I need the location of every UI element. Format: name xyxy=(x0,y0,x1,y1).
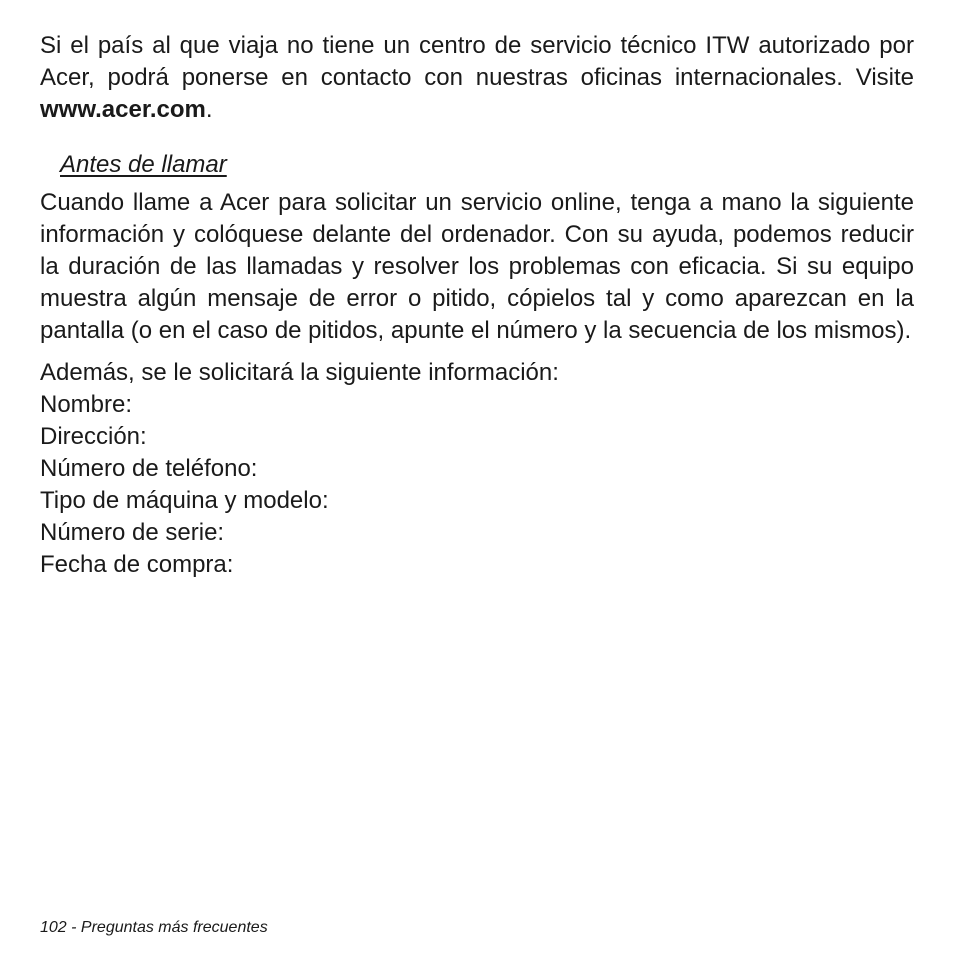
intro-text-end: . xyxy=(205,96,213,123)
call-instructions-paragraph: Cuando llame a Acer para solicitar un servicio online, tenga a mano la siguiente información y colóquese delante del ordenador. Con su ayuda, podemos reducir la duración de las llamadas y resolver los problemas con eficacia. Si su equipo muestra algún mensaje de error o pitido, cópielos tal y como aparezcan en la pantalla (o en el caso de pitidos, apunte el número y la secuencia de los mismos). xyxy=(40,189,914,344)
intro-text: Si el país al que viaja no tiene un centro de servicio técnico ITW autorizado por Acer, podrá ponerse en contacto con nuestras oficinas internacionales. Visite xyxy=(40,32,914,91)
list-item: Nombre: xyxy=(40,391,133,418)
footer-separator: - xyxy=(66,919,81,936)
list-item: Dirección: xyxy=(40,423,147,450)
list-item: Fecha de compra: xyxy=(40,551,234,578)
list-item: Tipo de máquina y modelo: xyxy=(40,487,329,514)
required-info-list xyxy=(40,357,914,581)
acer-website-link[interactable]: www.acer.com xyxy=(40,96,206,123)
page-number: 102 xyxy=(40,919,67,936)
required-info-intro: Además, se le solicitará la siguiente información: xyxy=(40,359,559,386)
section-heading: Antes de llamar xyxy=(60,151,227,178)
page-content xyxy=(40,30,914,581)
intro-paragraph xyxy=(40,30,914,126)
list-item: Número de teléfono: xyxy=(40,455,258,482)
footer-section-title: Preguntas más frecuentes xyxy=(80,919,268,936)
list-item: Número de serie: xyxy=(40,519,225,546)
page-footer xyxy=(40,918,268,938)
